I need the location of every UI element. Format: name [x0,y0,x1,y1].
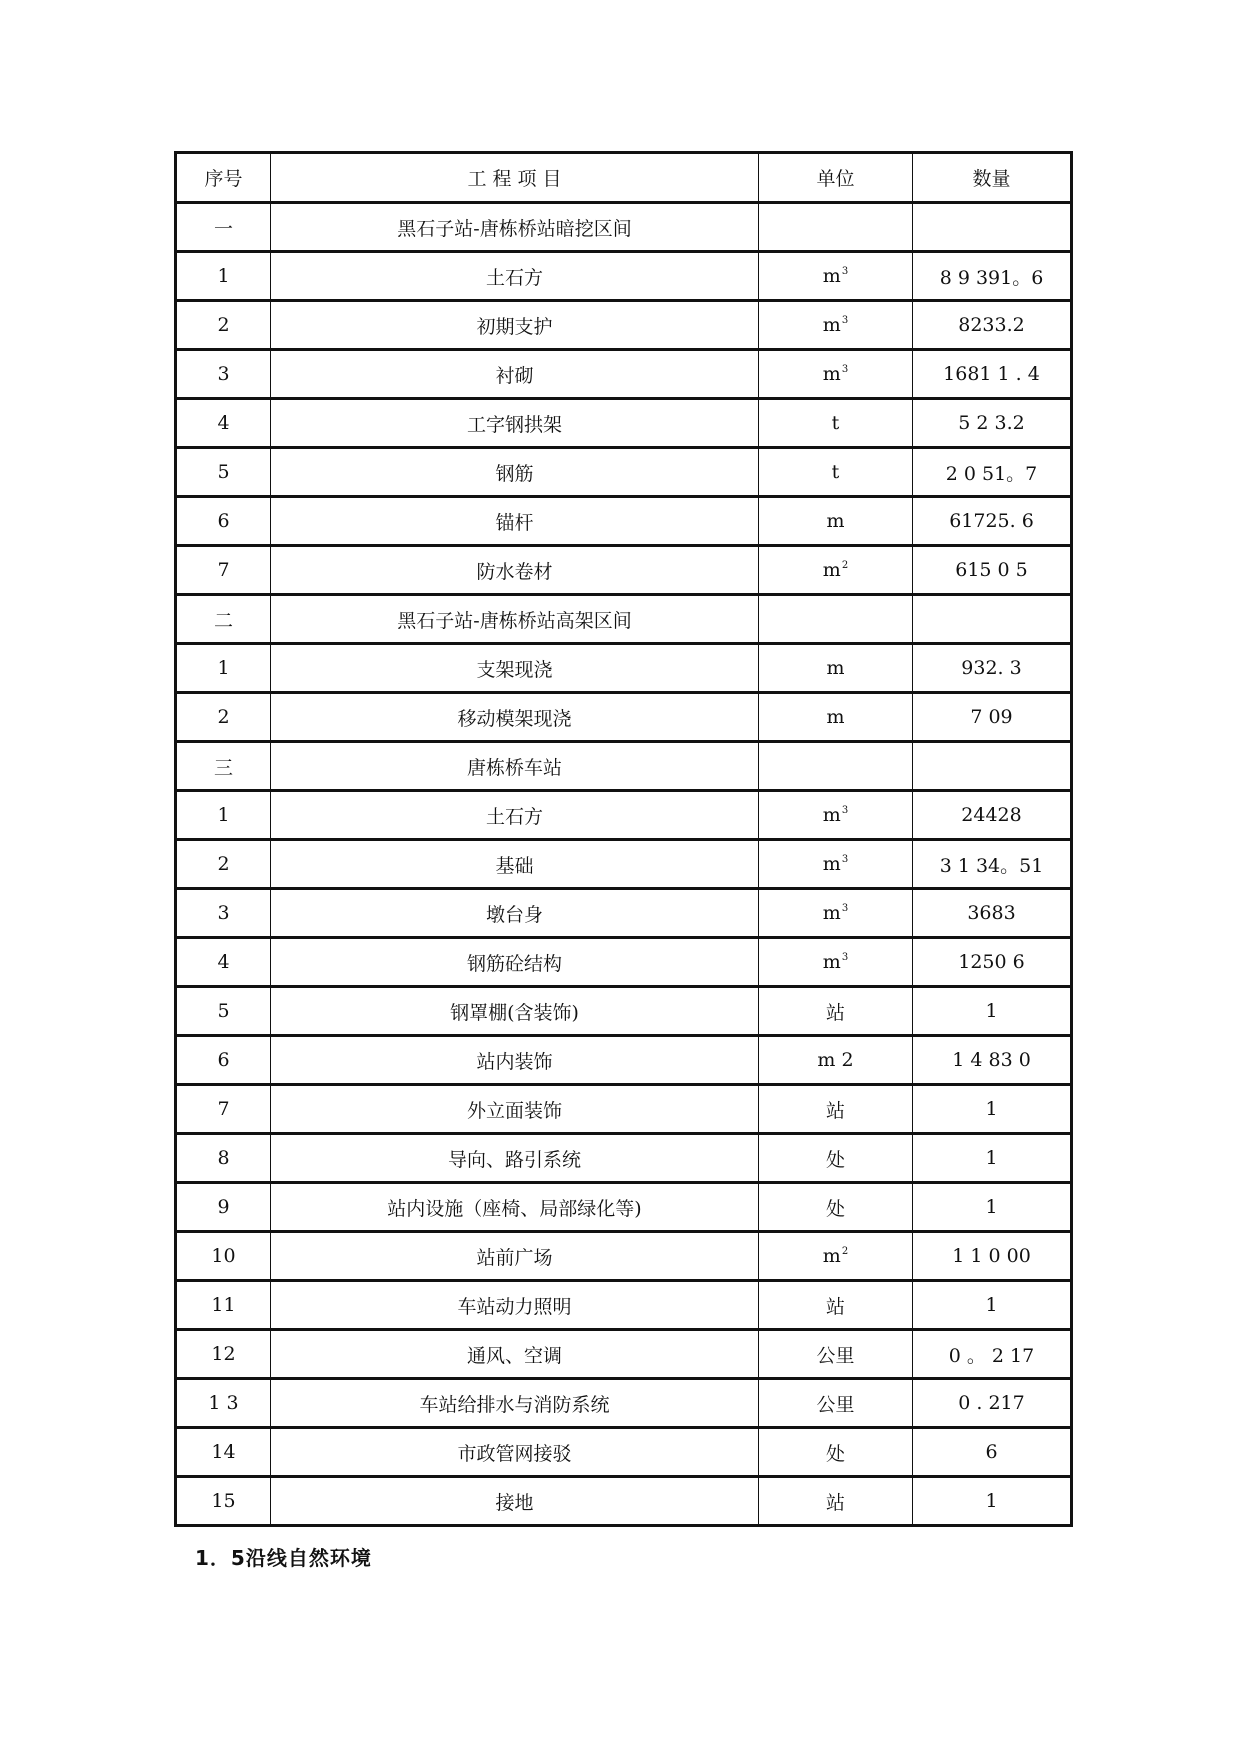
cell-seq: 1 [176,791,271,840]
unit-superscript: 3 [841,903,849,914]
cell-qty: 932. 3 [913,644,1072,693]
cell-unit [759,1281,913,1330]
cell-seq: 12 [176,1330,271,1379]
cell-item: 唐栋桥车站 [271,742,759,791]
unit-text: 处 [825,1197,845,1220]
unit-text: m [826,657,845,679]
table-row [176,595,1072,644]
cell-item: 站内设施（座椅、局部绿化等) [271,1183,759,1232]
cell-item: 站前广场 [271,1232,759,1281]
cell-seq: 1 [176,252,271,301]
cell-seq: 14 [176,1428,271,1477]
cell-unit [759,301,913,350]
table-row [176,448,1072,497]
cell-unit [759,840,913,889]
cell-qty: 24428 [913,791,1072,840]
unit-text: m [826,706,845,728]
table-row [176,1428,1072,1477]
cell-qty: 1 [913,987,1072,1036]
header-seq: 序号 [176,153,271,203]
cell-unit [759,595,913,644]
cell-unit [759,203,913,252]
cell-item: 市政管网接驳 [271,1428,759,1477]
table-row [176,1379,1072,1428]
cell-qty: 2 0 51。7 [913,448,1072,497]
cell-seq: 5 [176,987,271,1036]
unit-superscript: 3 [841,854,849,865]
table-row [176,546,1072,595]
unit-text: t [831,461,840,483]
cell-qty: 3 1 34。51 [913,840,1072,889]
cell-qty: 1250 6 [913,938,1072,987]
cell-unit [759,1183,913,1232]
unit-superscript: 2 [841,560,849,571]
cell-qty: 1 [913,1477,1072,1526]
cell-unit [759,693,913,742]
table-row [176,1477,1072,1526]
cell-unit [759,1036,913,1085]
unit-superscript: 3 [841,266,849,277]
table-row [176,840,1072,889]
unit-text: 站 [825,1491,845,1514]
unit-text: m 2 [817,1049,854,1071]
cell-qty: 7 09 [913,693,1072,742]
cell-seq: 10 [176,1232,271,1281]
unit-text: m [822,363,841,385]
table-row [176,1330,1072,1379]
table-row [176,693,1072,742]
cell-item: 移动模架现浇 [271,693,759,742]
cell-seq: 8 [176,1134,271,1183]
cell-qty: 1 1 0 00 [913,1232,1072,1281]
cell-item: 车站动力照明 [271,1281,759,1330]
cell-seq: 6 [176,497,271,546]
unit-text: m [822,804,841,826]
cell-unit [759,644,913,693]
cell-item: 钢筋 [271,448,759,497]
cell-seq: 2 [176,840,271,889]
header-qty: 数量 [913,153,1072,203]
table-row [176,1232,1072,1281]
cell-item: 支架现浇 [271,644,759,693]
cell-qty: 1 [913,1281,1072,1330]
table-row [176,1085,1072,1134]
header-item: 工 程 项 目 [271,153,759,203]
cell-item: 接地 [271,1477,759,1526]
header-row [176,153,1072,203]
unit-text: m [822,265,841,287]
table-row [176,1281,1072,1330]
cell-unit [759,252,913,301]
section-heading: 1．5沿线自然环境 [195,1546,372,1570]
cell-item: 黑石子站-唐栋桥站暗挖区间 [271,203,759,252]
cell-seq: 三 [176,742,271,791]
cell-unit [759,987,913,1036]
unit-superscript: 3 [841,952,849,963]
cell-seq: 4 [176,938,271,987]
table-body [176,203,1072,1526]
table-row [176,399,1072,448]
cell-qty: 1 [913,1134,1072,1183]
cell-item: 工字钢拱架 [271,399,759,448]
unit-superscript: 3 [841,315,849,326]
table-row [176,889,1072,938]
cell-qty: 615 0 5 [913,546,1072,595]
cell-seq: 2 [176,301,271,350]
unit-text: 公里 [816,1393,855,1416]
cell-qty: 1 [913,1085,1072,1134]
unit-text: m [826,510,845,532]
unit-text: 站 [825,1295,845,1318]
unit-text: 站 [825,1099,845,1122]
unit-text: m [822,951,841,973]
unit-text: 公里 [816,1344,855,1367]
table-row [176,987,1072,1036]
table-row [176,1134,1072,1183]
unit-text: 处 [825,1442,845,1465]
cell-seq: 7 [176,1085,271,1134]
cell-item: 衬砌 [271,350,759,399]
cell-item: 土石方 [271,791,759,840]
cell-unit [759,399,913,448]
table-row [176,203,1072,252]
cell-qty [913,595,1072,644]
cell-unit [759,1232,913,1281]
unit-text: m [822,1245,841,1267]
cell-item: 黑石子站-唐栋桥站高架区间 [271,595,759,644]
table-row [176,301,1072,350]
cell-item: 基础 [271,840,759,889]
unit-text: m [822,559,841,581]
cell-unit [759,1477,913,1526]
cell-unit [759,938,913,987]
cell-seq: 6 [176,1036,271,1085]
cell-item: 墩台身 [271,889,759,938]
table-row [176,742,1072,791]
cell-seq: 4 [176,399,271,448]
cell-qty: 8233.2 [913,301,1072,350]
cell-unit [759,546,913,595]
cell-unit [759,1428,913,1477]
unit-superscript: 3 [841,805,849,816]
cell-qty [913,742,1072,791]
cell-item: 锚杆 [271,497,759,546]
cell-seq: 一 [176,203,271,252]
cell-seq: 11 [176,1281,271,1330]
unit-text: m [822,902,841,924]
cell-qty: 1 4 83 0 [913,1036,1072,1085]
cell-item: 外立面装饰 [271,1085,759,1134]
cell-qty [913,203,1072,252]
table-row [176,252,1072,301]
cell-qty: 3683 [913,889,1072,938]
cell-qty: 1681 1 . 4 [913,350,1072,399]
cell-unit [759,889,913,938]
cell-unit [759,742,913,791]
cell-unit [759,448,913,497]
cell-item: 站内装饰 [271,1036,759,1085]
cell-item: 通风、空调 [271,1330,759,1379]
unit-text: 站 [825,1001,845,1024]
table-header [176,153,1072,203]
table-row [176,1183,1072,1232]
cell-seq: 5 [176,448,271,497]
quantities-table [174,151,1073,1527]
header-unit: 单位 [759,153,913,203]
cell-qty: 0 . 217 [913,1379,1072,1428]
table-row [176,350,1072,399]
unit-superscript: 3 [841,364,849,375]
cell-unit [759,1085,913,1134]
cell-unit [759,791,913,840]
cell-qty: 0 。 2 17 [913,1330,1072,1379]
unit-superscript: 2 [841,1246,849,1257]
unit-text: 处 [825,1148,845,1171]
cell-item: 钢筋砼结构 [271,938,759,987]
table-row [176,497,1072,546]
cell-qty: 8 9 391。6 [913,252,1072,301]
cell-item: 初期支护 [271,301,759,350]
cell-seq: 15 [176,1477,271,1526]
table-row [176,791,1072,840]
cell-seq: 3 [176,350,271,399]
cell-unit [759,1330,913,1379]
cell-seq: 1 3 [176,1379,271,1428]
cell-item: 土石方 [271,252,759,301]
cell-seq: 1 [176,644,271,693]
cell-qty: 6 [913,1428,1072,1477]
cell-item: 导向、路引系统 [271,1134,759,1183]
cell-qty: 1 [913,1183,1072,1232]
table-row [176,1036,1072,1085]
cell-unit [759,1379,913,1428]
cell-unit [759,1134,913,1183]
unit-text: m [822,853,841,875]
table-row [176,644,1072,693]
cell-seq: 二 [176,595,271,644]
cell-seq: 3 [176,889,271,938]
cell-qty: 5 2 3.2 [913,399,1072,448]
cell-seq: 9 [176,1183,271,1232]
cell-item: 防水卷材 [271,546,759,595]
cell-unit [759,497,913,546]
cell-qty: 61725. 6 [913,497,1072,546]
cell-item: 车站给排水与消防系统 [271,1379,759,1428]
cell-seq: 7 [176,546,271,595]
unit-text: t [831,412,840,434]
table-row [176,938,1072,987]
unit-text: m [822,314,841,336]
cell-unit [759,350,913,399]
cell-item: 钢罩棚(含装饰) [271,987,759,1036]
cell-seq: 2 [176,693,271,742]
